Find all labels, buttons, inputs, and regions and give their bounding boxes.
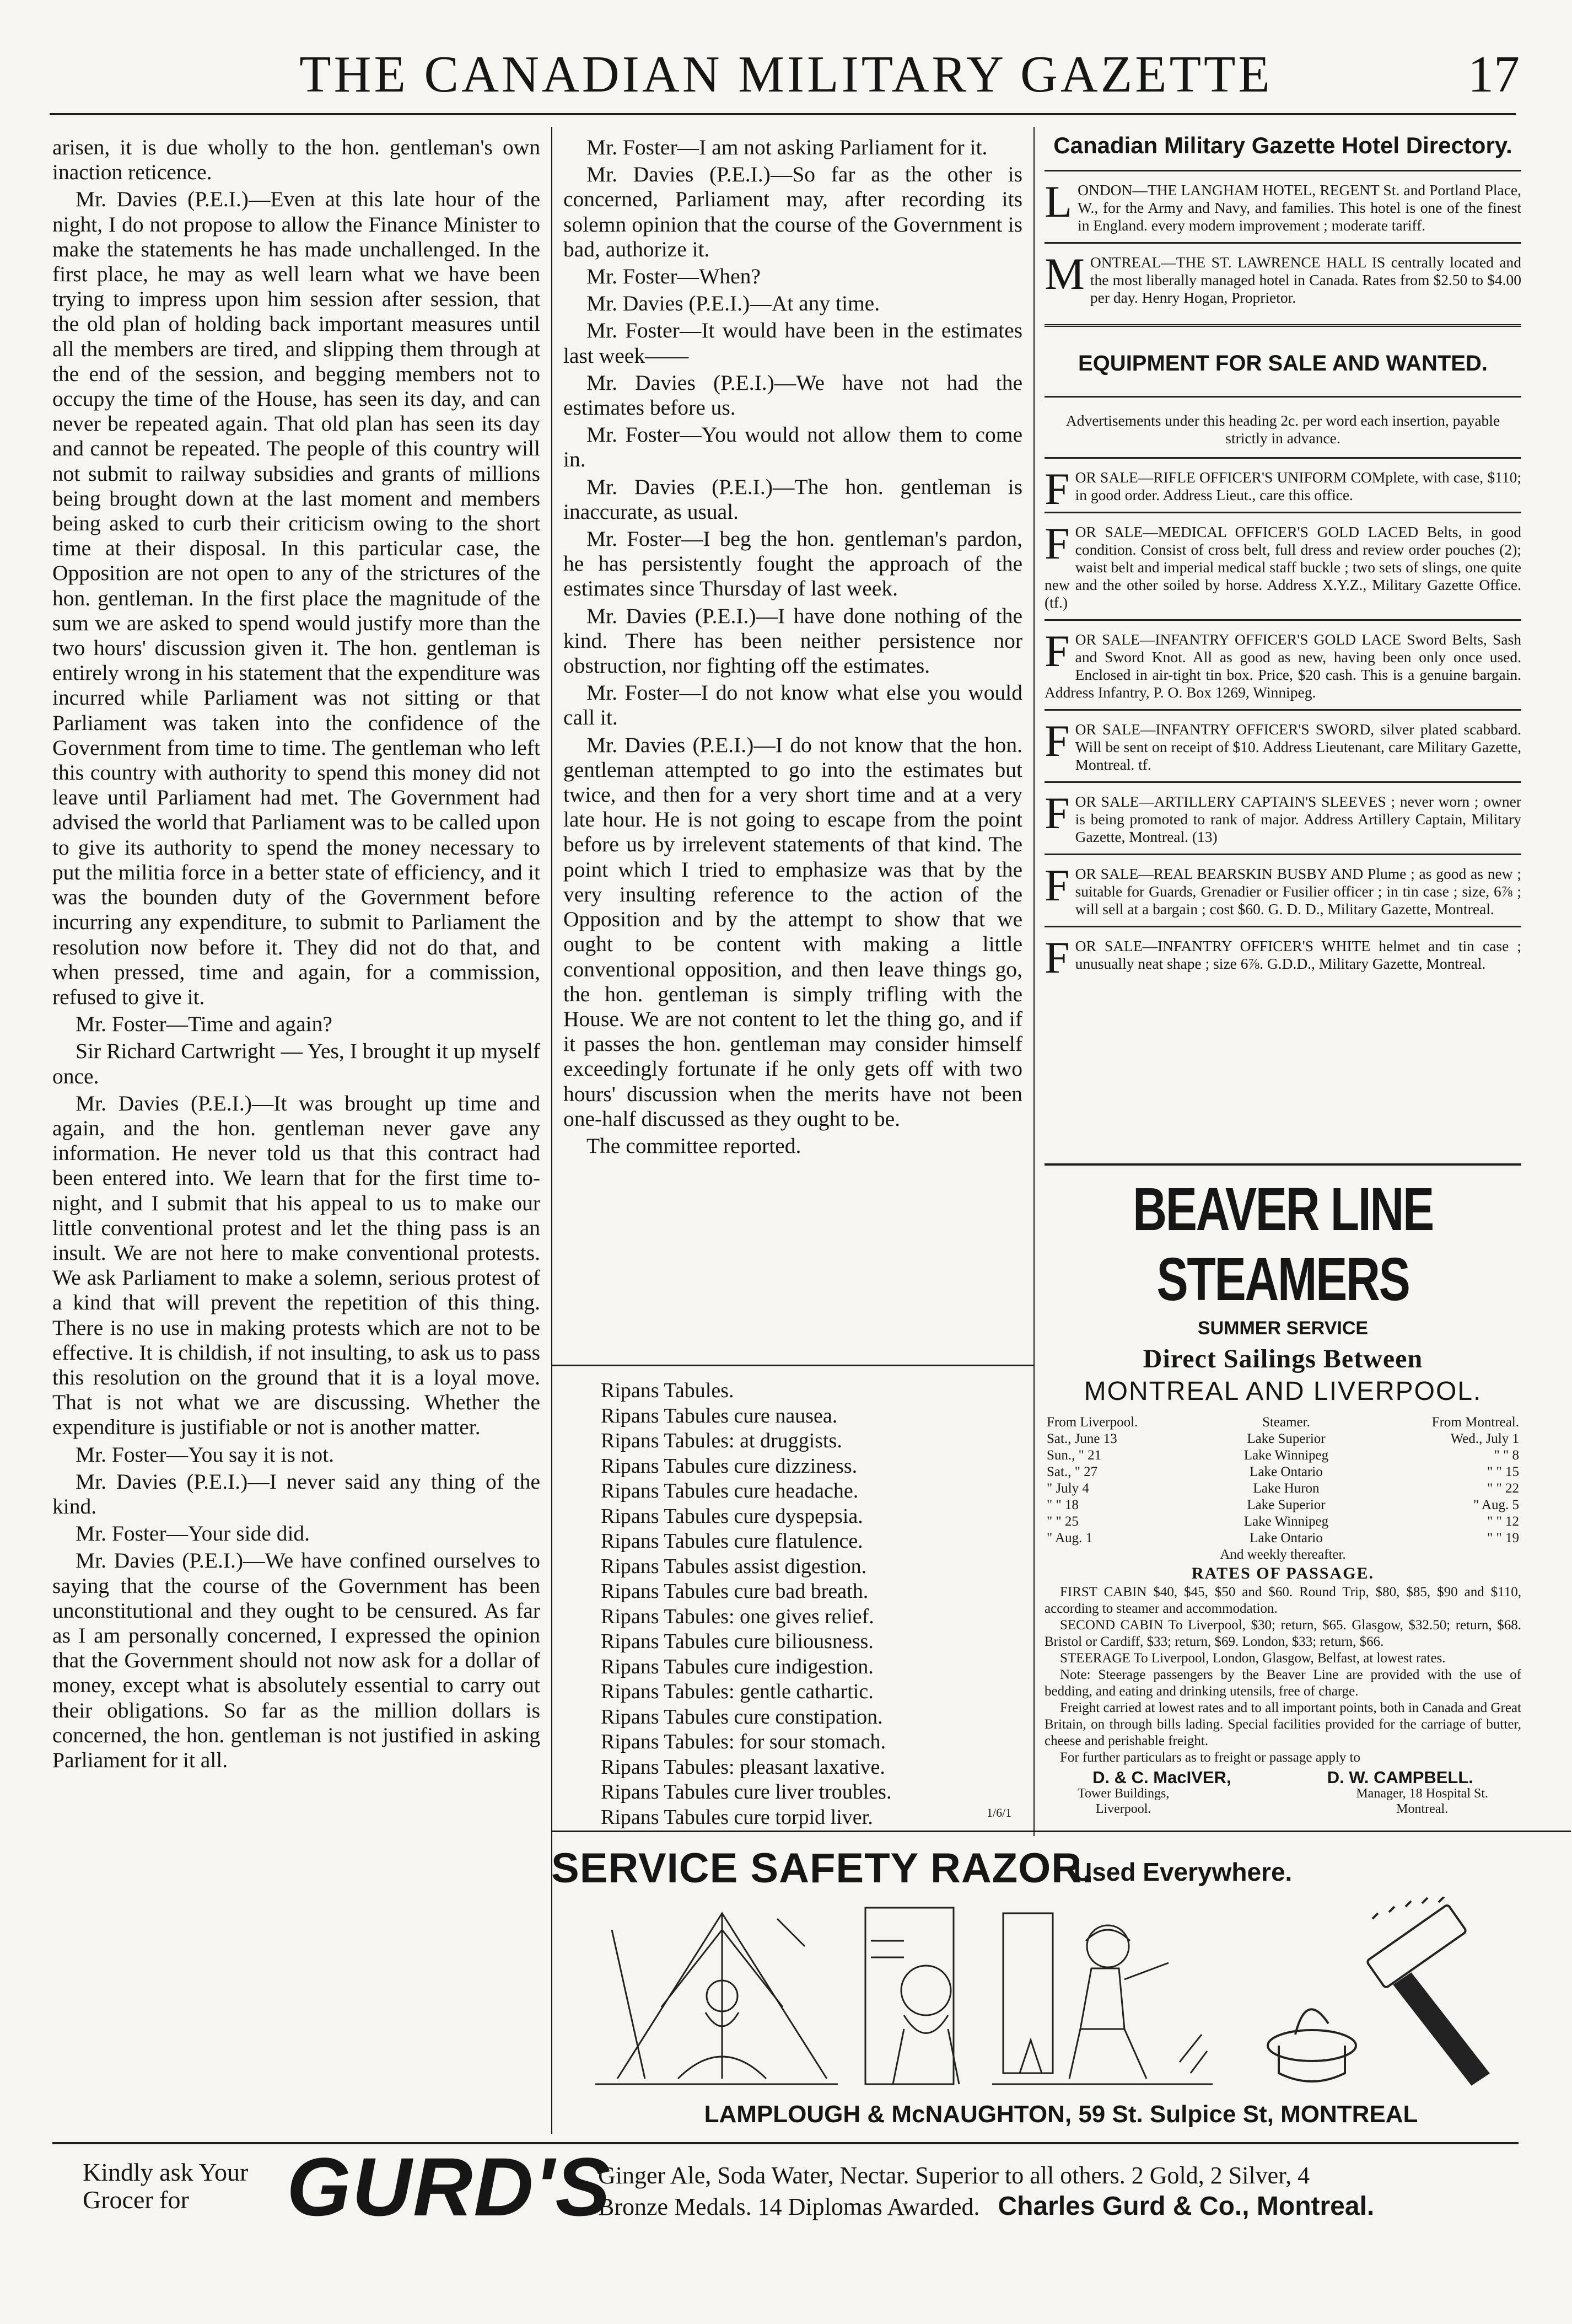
sched-cell: Sun., " 21 bbox=[1047, 1448, 1102, 1463]
sched-cell: " July 4 bbox=[1047, 1481, 1089, 1496]
equipment-ad-text: OR SALE—INFANTRY OFFICER'S WHITE helmet and tin case ; unusually neat shape ; size 6⅞. G.D.D., Military Gazette, Montreal. bbox=[1075, 937, 1521, 972]
beaver-weekly: And weekly thereafter. bbox=[1220, 1547, 1346, 1562]
equipment-ad bbox=[1045, 457, 1521, 512]
rates-para: SECOND CABIN To Liverpool, $30; return, $65. Glasgow, $32.50; return, $68. Bristol or Cardiff, $33; return, $69. London, $33; return, $66. bbox=[1045, 1618, 1521, 1649]
col1-para: Mr. Davies (P.E.I.)—I never said any thing of the kind. bbox=[52, 1469, 540, 1518]
sched-header: From Montreal. bbox=[1431, 1415, 1519, 1430]
equipment-ad-text: OR SALE—MEDICAL OFFICER'S GOLD LACED Belts, in good condition. Consist of cross belt, full dress and review order pouches (2); waist belt and imperial medical staff buckle ; two sets of slings, one quite new and the other soiled by horse. Address X.Y.Z., Military Gazette Office. (tf.) bbox=[1045, 523, 1521, 611]
col1-para: arisen, it is due wholly to the hon. gentleman's own inaction reticence. bbox=[52, 135, 540, 185]
sched-cell: Sat., June 13 bbox=[1047, 1431, 1117, 1446]
ripans-line: Ripans Tabules cure indigestion. bbox=[601, 1655, 874, 1678]
razor-illustration bbox=[1268, 1897, 1488, 2084]
column-rule-2 bbox=[1033, 127, 1035, 1836]
ripans-mark: 1/6/1 bbox=[987, 1806, 1012, 1820]
equipment-ad bbox=[1045, 854, 1521, 926]
equipment-ad-text: OR SALE—REAL BEARSKIN BUSBY AND Plume ; as good as new ; suitable for Guards, Grenadier or Fusilier officer ; in tin case ; size, 6⅞ ; will sell at a bargain ; cost $60. G. D. D., Military Gazette, Montreal. bbox=[1075, 865, 1521, 917]
col2-para: Mr. Foster—I do not know what else you would call it. bbox=[563, 680, 1022, 730]
sched-cell: Sat., " 27 bbox=[1047, 1464, 1098, 1479]
mirror-illustration bbox=[865, 1908, 959, 2084]
ripans-line: Ripans Tabules: for sour stomach. bbox=[601, 1730, 886, 1753]
sched-row bbox=[1045, 1464, 1521, 1480]
col2-para: Mr. Davies (P.E.I.)—At any time. bbox=[586, 291, 880, 316]
agent1-name: D. & C. MacIVER, bbox=[1092, 1768, 1231, 1787]
col1-para: Mr. Foster—Your side did. bbox=[76, 1521, 310, 1546]
hotel-directory-heading: Canadian Military Gazette Hotel Directory. bbox=[1053, 132, 1512, 158]
sched-cell: " Aug. 1 bbox=[1047, 1531, 1093, 1545]
col2-para: Mr. Davies (P.E.I.)—So far as the other is concerned, Parliament may, after recording its solemn opinion that the course of the Government is bad, authorize it. bbox=[563, 162, 1022, 261]
beaver-schedule bbox=[1045, 1414, 1521, 1817]
sched-row bbox=[1045, 1431, 1521, 1447]
column-1 bbox=[52, 135, 540, 1775]
equipment-ad-text: OR SALE—RIFLE OFFICER'S UNIFORM COMplete, with case, $110; in good order. Address Lieut., care this office. bbox=[1075, 469, 1521, 503]
gurd-company: Charles Gurd & Co., Montreal. bbox=[998, 2192, 1375, 2221]
beaver-rates bbox=[1045, 1584, 1521, 1766]
agent2-addr: Manager, 18 Hospital St. bbox=[1356, 1786, 1488, 1801]
ripans-line: Ripans Tabules assist digestion. bbox=[601, 1554, 867, 1578]
agent2-name: D. W. CAMPBELL. bbox=[1327, 1768, 1473, 1787]
agent2-city: Montreal. bbox=[1396, 1802, 1449, 1816]
ripans-line: Ripans Tabules cure constipation. bbox=[601, 1705, 883, 1729]
razor-top-rule bbox=[551, 1831, 1571, 1832]
rates-para: Freight carried at lowest rates and to all important points, both in Canada and Great Britain, on through bills lading. Special facilities provided for the carriage of butter, cheese and perishable freight. bbox=[1045, 1700, 1521, 1748]
col2-para: Mr. Foster—When? bbox=[586, 264, 761, 289]
sched-cell: Lake Winnipeg bbox=[1243, 1448, 1329, 1463]
ripans-ad bbox=[601, 1378, 1020, 1830]
ripans-line: Ripans Tabules cure bad breath. bbox=[601, 1580, 869, 1603]
drop-cap: M bbox=[1045, 249, 1085, 299]
drop-cap: F bbox=[1045, 626, 1070, 676]
razor-address: LAMPLOUGH & McNAUGHTON, 59 St. Sulpice St, MONTREAL bbox=[704, 2101, 1418, 2128]
ripans-top-rule bbox=[551, 1365, 1033, 1366]
beaver-summer: SUMMER SERVICE bbox=[1197, 1318, 1369, 1339]
drop-cap: F bbox=[1045, 464, 1070, 514]
equipment-ad-text: OR SALE—INFANTRY OFFICER'S SWORD, silver plated scabbard. Will be sent on receipt of $10. Address Lieutenant, care Military Gazette, Montreal. tf. bbox=[1075, 721, 1521, 773]
sched-cell: " " 12 bbox=[1487, 1514, 1519, 1529]
ripans-line: Ripans Tabules: gentle cathartic. bbox=[601, 1680, 874, 1703]
tent-illustration bbox=[595, 1913, 838, 2084]
gurd-left-line1: Kindly ask Your bbox=[83, 2158, 249, 2186]
sched-cell: Wed., July 1 bbox=[1450, 1431, 1519, 1446]
sched-row bbox=[1045, 1530, 1521, 1547]
masthead-rule bbox=[50, 113, 1516, 115]
gurd-brand: GURD'S bbox=[287, 2140, 612, 2233]
equipment-intro: Advertisements under this heading 2c. per word each insertion, payable strictly in advance. bbox=[1065, 412, 1500, 447]
rates-para: FIRST CABIN $40, $45, $50 and $60. Round Trip, $80, $85, $90 and $110, according to steamer and accommodation. bbox=[1045, 1585, 1521, 1616]
gurd-right bbox=[598, 2160, 1535, 2223]
ripans-line: Ripans Tabules cure nausea. bbox=[601, 1404, 838, 1427]
sched-header: Steamer. bbox=[1262, 1415, 1310, 1430]
ripans-line: Ripans Tabules: pleasant laxative. bbox=[601, 1755, 885, 1779]
ripans-line: Ripans Tabules cure dizziness. bbox=[601, 1454, 858, 1478]
ripans-line: Ripans Tabules cure flatulence. bbox=[601, 1529, 863, 1553]
sched-cell: " Aug. 5 bbox=[1473, 1498, 1519, 1512]
page-number: 17 bbox=[1468, 46, 1520, 103]
equipment-ad-text: OR SALE—ARTILLERY CAPTAIN'S SLEEVES ; never worn ; owner is being promoted to rank of major. Address Artillery Captain, Military Gazette, Montreal. (13) bbox=[1075, 793, 1521, 845]
col2-para: Mr. Foster—I am not asking Parliament for it. bbox=[586, 135, 988, 159]
drop-cap: L bbox=[1045, 176, 1073, 227]
sched-row bbox=[1045, 1497, 1521, 1513]
drop-cap: F bbox=[1045, 716, 1070, 766]
gurd-line1: Ginger Ale, Soda Water, Nectar. Superior to all others. 2 Gold, 2 Silver, 4 bbox=[598, 2162, 1310, 2189]
agent1-addr: Tower Buildings, bbox=[1078, 1786, 1170, 1801]
equipment-ad bbox=[1045, 709, 1521, 781]
sched-cell: Lake Ontario bbox=[1250, 1531, 1323, 1545]
razor-illustrations bbox=[595, 1897, 1510, 2095]
sched-cell: " " 25 bbox=[1047, 1514, 1079, 1529]
drop-cap: F bbox=[1045, 518, 1070, 568]
razor-used: Used Everywhere. bbox=[1074, 1858, 1293, 1886]
col2-para: Mr. Davies (P.E.I.)—I have done nothing of the kind. There has been neither persistence nor obstruction, nor fighting off the estimates. bbox=[563, 603, 1022, 678]
beaver-top-rule bbox=[1045, 1163, 1521, 1166]
ripans-line: Ripans Tabules cure biliousness. bbox=[601, 1630, 874, 1653]
agent1-city: Liverpool. bbox=[1095, 1802, 1151, 1816]
rates-para: Note: Steerage passengers by the Beaver Line are provided with the use of bedding, and eating and drinking utensils, free of charge. bbox=[1045, 1667, 1521, 1699]
sched-cell: " " 19 bbox=[1487, 1531, 1519, 1545]
gurd-left-line2: Grocer for bbox=[83, 2186, 189, 2214]
hotel-ad-text: ONTREAL—THE ST. LAWRENCE HALL IS centrally located and the most liberally managed hotel in Canada. Rates from $2.50 to $4.00 per day. Henry Hogan, Proprietor. bbox=[1090, 254, 1521, 306]
col1-para: Mr. Foster—Time and again? bbox=[76, 1012, 332, 1037]
drop-cap: F bbox=[1045, 788, 1070, 838]
col2-para: Mr. Davies (P.E.I.)—The hon. gentleman is inaccurate, as usual. bbox=[563, 474, 1022, 524]
ripans-line: Ripans Tabules cure dyspepsia. bbox=[601, 1504, 863, 1528]
masthead-title: THE CANADIAN MILITARY GAZETTE bbox=[299, 46, 1273, 103]
col1-para: Mr. Davies (P.E.I.)—It was brought up time and again, and the hon. gentleman never gave any information. He never told us that this contract had been entered into. We learn that for the first time to-night, and I submit that his appeal to us to make our little conventional protest and let the thing pass is an insult. We are not here to make conventional protests. We ask Parliament to make a solemn, serious protest of a kind that will prevent the repetition of this thing. There is no use in making protests which are not to be effective. It is childish, if not insulting, to ask us to pass this resolution on the ground that it is a loyal move. That is not what we are discussing. Whether the expenditure is justifiable or not is another matter. bbox=[52, 1091, 540, 1440]
sched-cell: Lake Superior bbox=[1247, 1431, 1326, 1446]
col2-para: Mr. Davies (P.E.I.)—I do not know that the hon. gentleman attempted to go into the estimates but twice, and then for a very short time and at a very late hour. He is not going to escape from the point before us by irrelevent statements of that kind. The point which I tried to emphasize was that by the very insulting reference to the action of the Opposition and by the attempt to show that we ought to be content with making a little conventional opposition, and then leave things go, the hon. gentleman is simply trifling with the House. We are not content to let the thing go, and if it passes the hon. gentleman may consider himself exceedingly fortunate if he only gets off with two hours' discussion when the merits have not been one-half discussed as they ought to be. bbox=[563, 732, 1022, 1131]
sched-row bbox=[1045, 1513, 1521, 1530]
beaver-title: BEAVER LINE STEAMERS bbox=[1133, 1176, 1433, 1313]
col2-para: Mr. Foster—It would have been in the estimates last week—— bbox=[563, 318, 1022, 368]
equipment-ad bbox=[1045, 781, 1521, 854]
equipment-heading: EQUIPMENT FOR SALE AND WANTED. bbox=[1078, 351, 1488, 375]
ripans-line: Ripans Tabules cure headache. bbox=[601, 1479, 859, 1502]
col1-para: Mr. Davies (P.E.I.)—Even at this late hour of the night, I do not propose to allow the Finance Minister to make the statements he has made unchallenged. In the first place, he may as well learn what we have been trying to impress upon him session after session, that the old plan of holding back important measures until all the members are tired, and slipping them through at the end of the session, and begging members not to occupy the time of the House, has seen its day, and can never be repeated again. That old plan has seen its day and cannot be repeated. The people of this country will not submit to railway subsidies and grants of millions being brought down at the last moment and members being asked to curb their criticism owing to the short time at their disposal. In this particular case, the Opposition are not open to any of the strictures of the hon. gentleman. In the first place the magnitude of the sum we are asked to spend would justify more than the two hours' discussion given it. The hon. gentleman is entirely wrong in his statement that the expenditure was incurred while Parliament was not sitting or that Parliament was taken into the confidence of the Government from time to time. The gentleman who left this country with authority to spend this money did not leave until Parliament had met. The Government had advised the world that Parliament was to be called upon to give its authority to spend the money necessary to put the militia force in a better state of efficiency, and it was the bounden duty of the Government before incurring any expenditure, to submit to Parliament the resolution now before it. They did not do that, and when pressed, time and again, for a commission, refused to give it. bbox=[52, 187, 540, 1009]
rates-para: For further particulars as to freight or passage apply to bbox=[1060, 1750, 1360, 1765]
hotel-ad bbox=[1045, 170, 1521, 242]
ripans-line: Ripans Tabules cure liver troubles. bbox=[601, 1780, 892, 1804]
ripans-line: Ripans Tabules: one gives relief. bbox=[601, 1604, 874, 1628]
sched-cell: Lake Huron bbox=[1253, 1481, 1320, 1496]
sched-cell: " " 15 bbox=[1487, 1464, 1519, 1479]
hotel-ad-text: ONDON—THE LANGHAM HOTEL, REGENT St. and Portland Place, W., for the Army and Navy, and families. This hotel is one of the finest in England. every modern improvement ; moderate tariff. bbox=[1078, 181, 1521, 234]
drop-cap: F bbox=[1045, 932, 1070, 983]
gurd-line2: Bronze Medals. 14 Diplomas Awarded. bbox=[598, 2193, 980, 2220]
beaver-rates-title: RATES OF PASSAGE. bbox=[1192, 1564, 1374, 1582]
sched-cell: Lake Ontario bbox=[1250, 1464, 1323, 1479]
equipment-ad-text: OR SALE—INFANTRY OFFICER'S GOLD LACE Sword Belts, Sash and Sword Knot. All as good as new, having been only once used. Enclosed in air-tight tin box. Price, $20 cash. This is a genuine bargain. Address Infantry, P. O. Box 1269, Winnipeg. bbox=[1045, 631, 1521, 701]
col1-para: Mr. Foster—You say it is not. bbox=[76, 1442, 334, 1467]
col1-para: Mr. Davies (P.E.I.)—We have confined ourselves to saying that the course of the Government has been unconstitutional and they ought to be censured. As far as I am personally concerned, I expressed the opinion that the Government should not now ask for a dollar of money, except what is absolutely essential to carry out their obligations. So far as the million dollars is concerned, the hon. gentleman is not justified in asking Parliament for it all. bbox=[52, 1548, 540, 1772]
sched-header: From Liverpool. bbox=[1047, 1415, 1138, 1430]
drop-cap: F bbox=[1045, 860, 1070, 910]
razor-title: SERVICE SAFETY RAZOR. bbox=[551, 1845, 1095, 1892]
beaver-route: MONTREAL AND LIVERPOOL. bbox=[1084, 1377, 1482, 1406]
outdoor-illustration bbox=[992, 1913, 1213, 2084]
ripans-line: Ripans Tabules cure torpid liver. bbox=[601, 1805, 873, 1829]
col2-para: Mr. Foster—You would not allow them to come in. bbox=[563, 422, 1022, 472]
beaver-line-ad bbox=[1045, 1174, 1521, 1817]
razor-illustration-svg bbox=[595, 1897, 1510, 2095]
ripans-line: Ripans Tabules. bbox=[601, 1379, 734, 1402]
beaver-direct: Direct Sailings Between bbox=[1143, 1344, 1423, 1373]
rates-para: STEERAGE To Liverpool, London, Glasgow, Belfast, at lowest rates. bbox=[1060, 1651, 1446, 1666]
col2-para: Mr. Foster—I beg the hon. gentleman's pardon, he has persistently fought the approach of the estimates since Thursday of last week. bbox=[563, 527, 1022, 601]
col2-para: Mr. Davies (P.E.I.)—We have not had the estimates before us. bbox=[563, 370, 1022, 420]
sched-row bbox=[1045, 1447, 1521, 1464]
gurd-left bbox=[83, 2159, 248, 2214]
column-2 bbox=[551, 135, 1022, 1161]
sched-cell: " " 22 bbox=[1487, 1481, 1519, 1496]
sched-cell: Lake Superior bbox=[1247, 1498, 1326, 1512]
equipment-ads bbox=[1045, 457, 1521, 983]
footer-rule bbox=[52, 2142, 1519, 2144]
sched-row bbox=[1045, 1480, 1521, 1497]
sched-cell: Lake Winnipeg bbox=[1243, 1514, 1329, 1529]
right-column bbox=[1045, 132, 1521, 983]
col1-para: Sir Richard Cartwright — Yes, I brought it up myself once. bbox=[52, 1039, 540, 1088]
col2-para: The committee reported. bbox=[586, 1133, 801, 1158]
equipment-ad bbox=[1045, 619, 1521, 709]
ripans-line: Ripans Tabules: at druggists. bbox=[601, 1429, 842, 1452]
hotel-ad bbox=[1045, 242, 1521, 314]
sched-cell: " " 8 bbox=[1494, 1448, 1519, 1463]
sched-cell: " " 18 bbox=[1047, 1498, 1079, 1512]
equipment-ad bbox=[1045, 926, 1521, 983]
equipment-ad bbox=[1045, 512, 1521, 619]
